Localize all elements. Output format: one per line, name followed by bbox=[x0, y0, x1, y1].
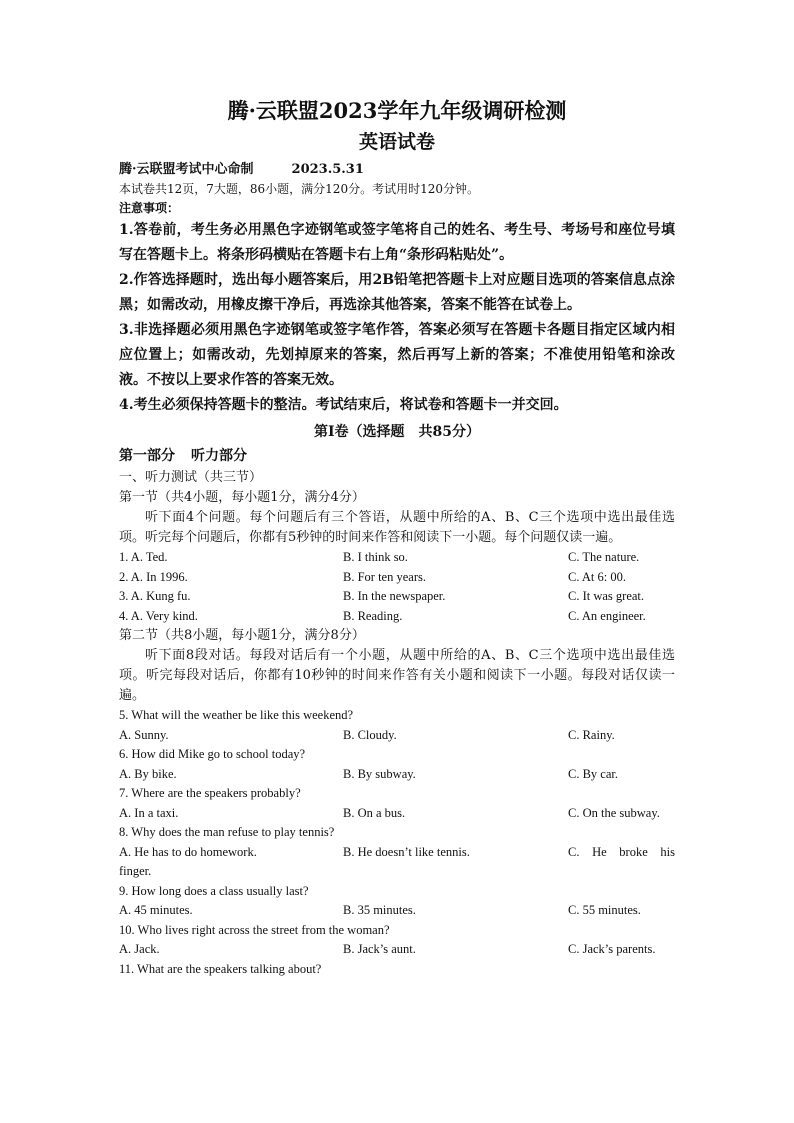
option: B. Reading. bbox=[343, 608, 403, 623]
exam-subtitle: 英语试卷 bbox=[358, 131, 435, 153]
option: B. By subway. bbox=[343, 766, 416, 781]
option: B. Cloudy. bbox=[343, 727, 397, 742]
exam-summary: 本试卷共12页，7大题，86小题，满分120分。考试用时120分钟。 bbox=[119, 182, 479, 196]
question-stem: 7. Where are the speakers probably? bbox=[119, 786, 301, 800]
notice-1: 1.答卷前，考生务必用黑色字迹钢笔或签字笔将自己的姓名、考生号、考场号和座位号填写在答题卡上。将条形码横贴在答题卡右上角“条形码粘贴处”。 bbox=[119, 222, 675, 263]
sec2-title: 第二节（共8小题，每小题1分，满分8分） bbox=[119, 628, 365, 643]
q2-options bbox=[119, 568, 675, 588]
question-stem: 8. Why does the man refuse to play tennis? bbox=[119, 825, 335, 839]
question-stem: 9. How long does a class usually last? bbox=[119, 883, 309, 898]
q6-options bbox=[119, 765, 675, 785]
q8-options bbox=[119, 843, 675, 863]
option: C. At 6: 00. bbox=[568, 569, 626, 584]
exam-date: 2023.5.31 bbox=[291, 162, 364, 177]
part1-heading bbox=[119, 444, 675, 468]
sec1-title: 第一节（共4小题，每小题1分，满分4分） bbox=[119, 490, 365, 505]
q7-options bbox=[119, 804, 675, 824]
option: 4. A. Very kind. bbox=[119, 608, 198, 623]
question-stem: 10. Who lives right across the street from the woman? bbox=[119, 922, 390, 937]
question-stem: 11. What are the speakers talking about? bbox=[119, 961, 322, 976]
option: 1. A. Ted. bbox=[119, 550, 168, 564]
option: C. Jack’s parents. bbox=[568, 942, 656, 956]
part1-num: 第一部分 bbox=[119, 448, 175, 464]
volume-title: 第I卷（选择题 共85分） bbox=[313, 424, 481, 440]
option: C. 55 minutes. bbox=[568, 903, 641, 917]
q5-options bbox=[119, 726, 675, 746]
option: 2. A. In 1996. bbox=[119, 569, 188, 584]
q4-options bbox=[119, 607, 675, 627]
option: B. 35 minutes. bbox=[343, 903, 416, 917]
option: C. By car. bbox=[568, 766, 618, 781]
option: B. I think so. bbox=[343, 550, 408, 564]
option: B. For ten years. bbox=[343, 569, 426, 584]
sec1-instruction: 听下面4个问题。每个问题后有三个答语，从题中所给的A、B、C三个选项中选出最佳选项。听完每个问题后，你都有5秒钟的时间来作答和阅读下一小题。每个问题仅读一遍。 bbox=[119, 510, 675, 545]
option: 3. A. Kung fu. bbox=[119, 589, 191, 603]
notice-label: 注意事项： bbox=[119, 201, 180, 215]
question-stem: 6. How did Mike go to school today? bbox=[119, 747, 306, 761]
q10-options bbox=[119, 940, 675, 960]
q9-options bbox=[119, 901, 675, 921]
option: A. In a taxi. bbox=[119, 805, 179, 820]
issuer-line bbox=[119, 160, 675, 180]
part1-name: 听力部分 bbox=[191, 448, 247, 464]
option: B. On a bus. bbox=[343, 805, 406, 820]
option: C. It was great. bbox=[568, 589, 645, 603]
exam-title: 腾·云联盟2023学年九年级调研检测 bbox=[227, 98, 567, 123]
option: C. The nature. bbox=[568, 550, 640, 564]
option: C. On the subway. bbox=[568, 805, 660, 820]
option: A. By bike. bbox=[119, 766, 177, 781]
option: B. In the newspaper. bbox=[343, 589, 446, 603]
notice-3: 3.非选择题必须用黑色字迹钢笔或签字笔作答，答案必须写在答题卡各题目指定区域内相应位置上；如需改动，先划掉原来的答案，然后再写上新的答案；不准使用铅笔和涂改液。不按以上要求作答的答案无效。 bbox=[119, 322, 675, 388]
sec2-instruction: 听下面8段对话。每段对话后有一个小题，从题中所给的A、B、C三个选项中选出最佳选项。听完每段对话后，你都有10秒钟的时间来作答有关小题和阅读下一小题。每段对话仅读一遍。 bbox=[119, 648, 675, 703]
option: C. Rainy. bbox=[568, 727, 615, 742]
option: A. Jack. bbox=[119, 942, 160, 956]
issuer: 腾·云联盟考试中心命制 bbox=[119, 162, 254, 177]
q1-options bbox=[119, 548, 675, 568]
option: C. He broke his bbox=[568, 844, 675, 859]
option: A. Sunny. bbox=[119, 727, 169, 742]
notice-2: 2.作答选择题时，选出每小题答案后，用2B铅笔把答题卡上对应题目选项的答案信息点涂黑；如需改动，用橡皮擦干净后，再选涂其他答案，答案不能答在试卷上。 bbox=[119, 272, 675, 313]
exam-page bbox=[119, 96, 675, 979]
option-continuation: finger. bbox=[119, 864, 152, 878]
option: A. He has to do homework. bbox=[119, 844, 257, 859]
option: C. An engineer. bbox=[568, 608, 646, 623]
notice-4: 4.考生必须保持答题卡的整洁。考试结束后，将试卷和答题卡一并交回。 bbox=[119, 397, 568, 413]
q3-options bbox=[119, 587, 675, 607]
question-stem: 5. What will the weather be like this weekend? bbox=[119, 708, 354, 722]
section1-title: 一、听力测试（共三节） bbox=[119, 470, 263, 485]
option: B. He doesn’t like tennis. bbox=[343, 844, 470, 859]
option: A. 45 minutes. bbox=[119, 903, 193, 917]
option: B. Jack’s aunt. bbox=[343, 942, 416, 956]
